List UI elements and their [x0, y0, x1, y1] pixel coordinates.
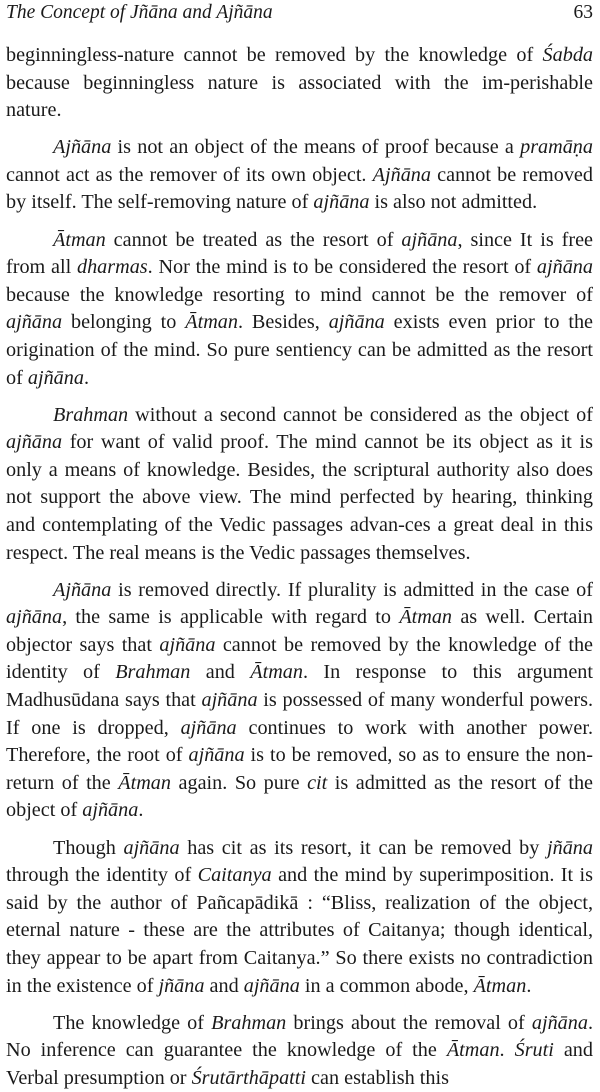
text-run: cannot be removed by the knowledge of the identity of — [6, 633, 593, 684]
italic-term: ajñāna — [328, 311, 385, 334]
text-run: Though — [53, 836, 124, 859]
text-run: cannot be treated as the resort of — [105, 228, 402, 251]
italic-term: Ātman — [53, 228, 106, 251]
text-run: . No inference can guarantee the knowledge of the — [6, 1011, 593, 1062]
paragraph — [6, 42, 593, 125]
italic-term: jñāna — [547, 836, 593, 859]
paragraph — [6, 402, 593, 568]
paragraph — [6, 577, 593, 825]
italic-term: Ātman — [118, 771, 171, 794]
text-run: . — [138, 799, 144, 822]
italic-term: Śruti — [514, 1039, 554, 1062]
running-title: The Concept of Jñāna and Ajñāna — [6, 2, 273, 23]
italic-term: Ātman — [250, 661, 303, 684]
text-run: is to be removed, so as to ensure the non-return of the — [6, 744, 593, 794]
text-run: because the knowledge resorting to mind cannot be the remover of — [6, 283, 593, 306]
italic-term: Śabda — [542, 44, 593, 66]
italic-term: Ātman — [446, 1039, 500, 1062]
italic-term: Ātman — [399, 606, 453, 629]
italic-term: ajñāna — [531, 1011, 588, 1034]
italic-term: ajñāna — [536, 256, 593, 279]
text-run: is also not admitted. — [369, 191, 538, 214]
text-run: is possessed of many wonderful powers. If one is dropped, — [6, 689, 594, 739]
text-run: and — [190, 661, 251, 684]
text-run: . — [499, 1039, 515, 1062]
text-run: without a second cannot be considered as the object of — [128, 403, 593, 426]
italic-term: ajñāna — [82, 799, 139, 822]
text-run: . In response to this argument Madhusūdana says that — [6, 661, 593, 712]
text-run: and — [204, 974, 244, 997]
text-run: has cit as its resort, it can be removed by — [179, 836, 548, 859]
body-text — [6, 42, 593, 1092]
paragraph — [6, 227, 593, 393]
italic-term: ajñāna — [401, 228, 458, 251]
paragraph — [6, 1010, 593, 1092]
text-run: , the same is applicable with regard to — [62, 606, 400, 629]
italic-term: ajñāna — [123, 836, 180, 859]
paragraph — [6, 835, 593, 1001]
italic-term: ajñāna — [243, 974, 300, 997]
text-run: belonging to — [62, 311, 186, 334]
italic-term: Brahman — [115, 661, 191, 684]
italic-term: ajñāna — [6, 606, 63, 629]
italic-term: ajñāna — [188, 744, 245, 767]
text-run: is admitted as the resort of the object of — [6, 771, 593, 822]
text-run: and Verbal presumption or — [6, 1039, 593, 1089]
text-run: is not an object of the means of proof because a — [111, 136, 521, 159]
text-run: through the identity of — [6, 864, 198, 887]
italic-term: cit — [307, 771, 328, 794]
text-run: , since It is free from all — [6, 228, 593, 279]
text-run: . — [526, 974, 532, 997]
italic-term: ajñāna — [201, 689, 258, 712]
text-run: . Nor the mind is to be considered the resort of — [147, 256, 537, 279]
text-run: beginningless-nature cannot be removed by the knowledge of — [6, 44, 543, 66]
text-run: brings about the removal of — [286, 1011, 532, 1034]
italic-term: ajñāna — [159, 633, 216, 656]
text-run: can establish this — [306, 1066, 449, 1089]
italic-term: pramāṇa — [520, 136, 593, 159]
text-run: The knowledge of — [53, 1011, 212, 1034]
italic-term: ajñāna — [6, 431, 63, 454]
page-number: 63 — [573, 2, 593, 23]
italic-term: jñāna — [158, 974, 205, 997]
italic-term: Ajñāna — [53, 578, 112, 601]
text-run: as well. Certain objector says that — [6, 606, 593, 656]
text-run: cannot act as the remover of its own object. — [6, 163, 373, 186]
text-run: continues to work with another power. Therefore, the root of — [6, 716, 593, 767]
text-run: cannot be removed by itself. The self-removing nature of — [6, 163, 593, 214]
italic-term: ajñāna — [27, 366, 84, 389]
text-run: in a common abode, — [299, 974, 474, 997]
text-run: . — [83, 366, 89, 389]
text-run: for want of valid proof. The mind cannot be its object as it is only a means of knowledge. Besides, the scriptural authority also does not support the above view. The mind perfected by hearing, thinking and contemplating of the Vedic passages advan-ces a great deal in this respect. The real means is the Vedic passages themselves. — [6, 431, 593, 564]
italic-term: Ātman — [473, 974, 527, 997]
italic-term: Brahman — [53, 403, 129, 426]
italic-term: ajñāna — [180, 716, 237, 739]
italic-term: Caitanya — [197, 864, 272, 887]
running-header — [6, 0, 593, 34]
text-run: again. So pure — [171, 771, 308, 794]
text-run: is removed directly. If plurality is admitted in the case of — [111, 578, 593, 601]
text-run: and the mind by superimposition. It is said by the author of Pañcapādikā : “Bliss, realization of the object, eternal nature - these are the attributes of Caitanya; though identical, they appear to be apart from Caitanya.” So there exists no contradiction in the existence of — [6, 864, 593, 997]
italic-term: Brahman — [211, 1011, 287, 1034]
italic-term: Śrutārthāpatti — [191, 1066, 306, 1089]
italic-term: dharmas — [76, 256, 148, 279]
text-run: exists even prior to the origination of the mind. So pure sentiency can be admitted as the resort of — [6, 311, 593, 389]
text-run: . Besides, — [237, 311, 329, 334]
text-run: because beginningless nature is associated with the im-perishable nature. — [6, 71, 593, 122]
italic-term: Ajñāna — [372, 163, 431, 186]
italic-term: Ajñāna — [53, 136, 112, 159]
italic-term: ajñāna — [6, 311, 63, 334]
italic-term: Ātman — [185, 311, 238, 334]
paragraph — [6, 134, 593, 217]
italic-term: ajñāna — [313, 191, 370, 214]
